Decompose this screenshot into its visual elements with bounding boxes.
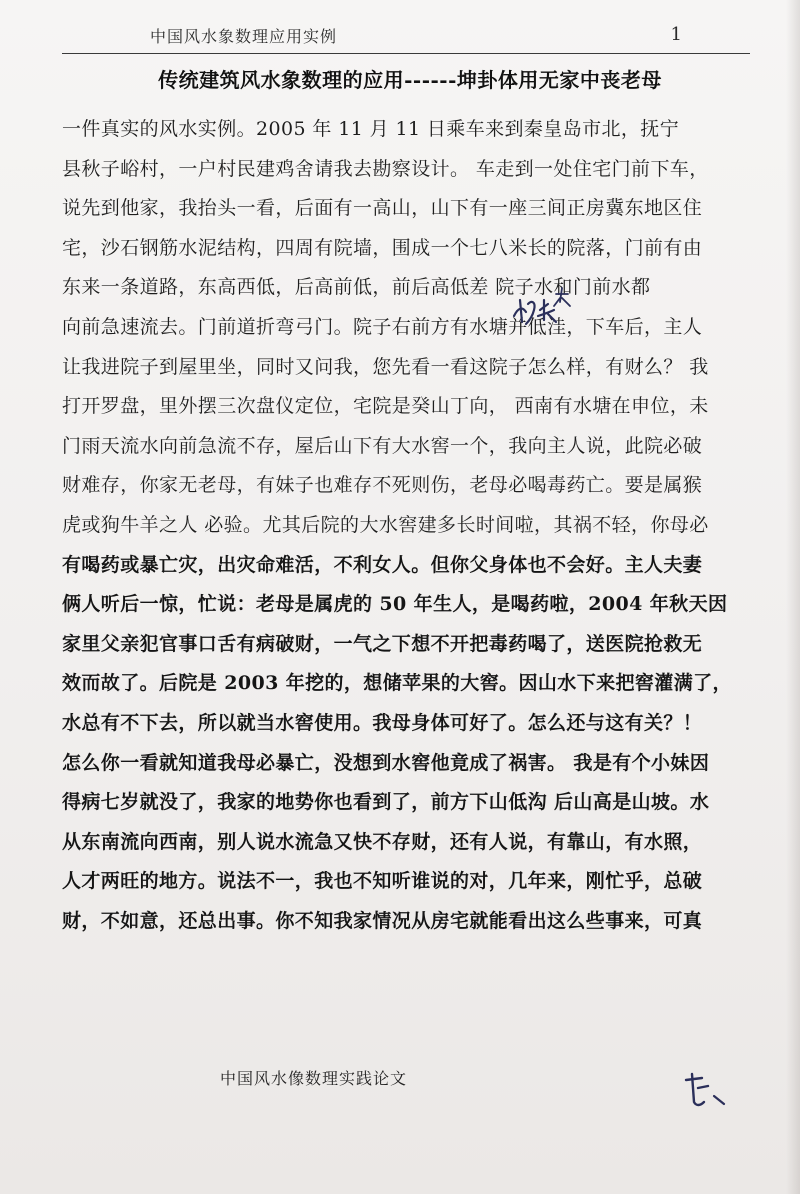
header-divider (62, 53, 750, 54)
body-line: 财难存，你家无老母，有妹子也难存不死则伤，老母必喝毒药亡。要是属猴 (62, 474, 703, 497)
body-line: 水总有不下去，所以就当水窖使用。我母身体可好了。怎么还与这有关？！ (62, 711, 703, 734)
page-edge-shadow (786, 0, 800, 1194)
body-line: 让我进院子到屋里坐，同时又问我，您先看一看这院子怎么样，有财么？ 我 (62, 355, 709, 378)
body-line: 打开罗盘，里外摆三次盘仪定位，宅院是癸山丁向， 西南有水塘在申位，未 (62, 395, 709, 418)
body-line: 虎或狗牛羊之人 必验。尤其后院的大水窖建多长时间啦，其祸不轻，你母必 (62, 513, 709, 536)
header-title: 中国风水象数理应用实例 (150, 27, 338, 46)
handwritten-signature (680, 1072, 730, 1112)
page-number: 1 (670, 24, 682, 45)
body-line: 得病七岁就没了，我家的地势你也看到了，前方下山低沟 后山高是山坡。水 (62, 791, 710, 814)
body-line: 一件真实的风水实例。2005 年 11 月 11 日乘车来到秦皇岛市北，抚宁 (62, 118, 680, 140)
body-line: 俩人听后一惊，忙说：老母是属虎的 50 年生人，是喝药啦，2004 年秋天因 (62, 593, 728, 616)
body-line: 怎么你一看就知道我母必暴亡，没想到水窖他竟成了祸害。 我是有个小妹因 (62, 751, 710, 774)
body-line: 向前急速流去。门前道折弯弓门。院子右前方有水塘并低洼，下车后，主人 (62, 315, 703, 338)
body-line: 说先到他家，我抬头一看，后面有一高山，山下有一座三间正房冀东地区住 (62, 197, 703, 220)
article-title: 传统建筑风水象数理的应用------坤卦体用无家中丧老母 (158, 68, 662, 92)
body-line: 财，不如意，还总出事。你不知我家情况从房宅就能看出这么些事来，可真 (62, 909, 703, 932)
body-line: 有喝药或暴亡灾，出灾命难活，不利女人。但你父身体也不会好。主人夫妻 (62, 553, 703, 576)
body-line: 东来一条道路，东高西低，后高前低，前后高低差 院子水和门前水都 (62, 276, 651, 299)
body-line: 家里父亲犯官事口舌有病破财，一气之下想不开把毒药喝了，送医院抢救无 (62, 632, 703, 655)
page-header (62, 18, 750, 58)
body-line: 从东南流向西南，别人说水流急又快不存财，还有人说，有靠山，有水照， (62, 830, 703, 853)
article-body (62, 110, 752, 941)
body-line: 门雨天流水向前急流不存，屋后山下有大水窖一个，我向主人说，此院必破 (62, 434, 703, 457)
body-line: 人才两旺的地方。说法不一，我也不知听谁说的对，几年来，刚忙乎，总破 (62, 870, 703, 893)
body-line: 宅，沙石钢筋水泥结构，四周有院墙，围成一个七八米长的院落，门前有由 (62, 236, 703, 259)
footer-title: 中国风水像数理实践论文 (220, 1069, 408, 1088)
body-line: 效而故了。后院是 2003 年挖的，想储苹果的大窖。因山水下来把窖灌满了， (62, 672, 732, 695)
body-line: 县秋子峪村，一户村民建鸡舍请我去勘察设计。 车走到一处住宅门前下车， (62, 157, 709, 180)
